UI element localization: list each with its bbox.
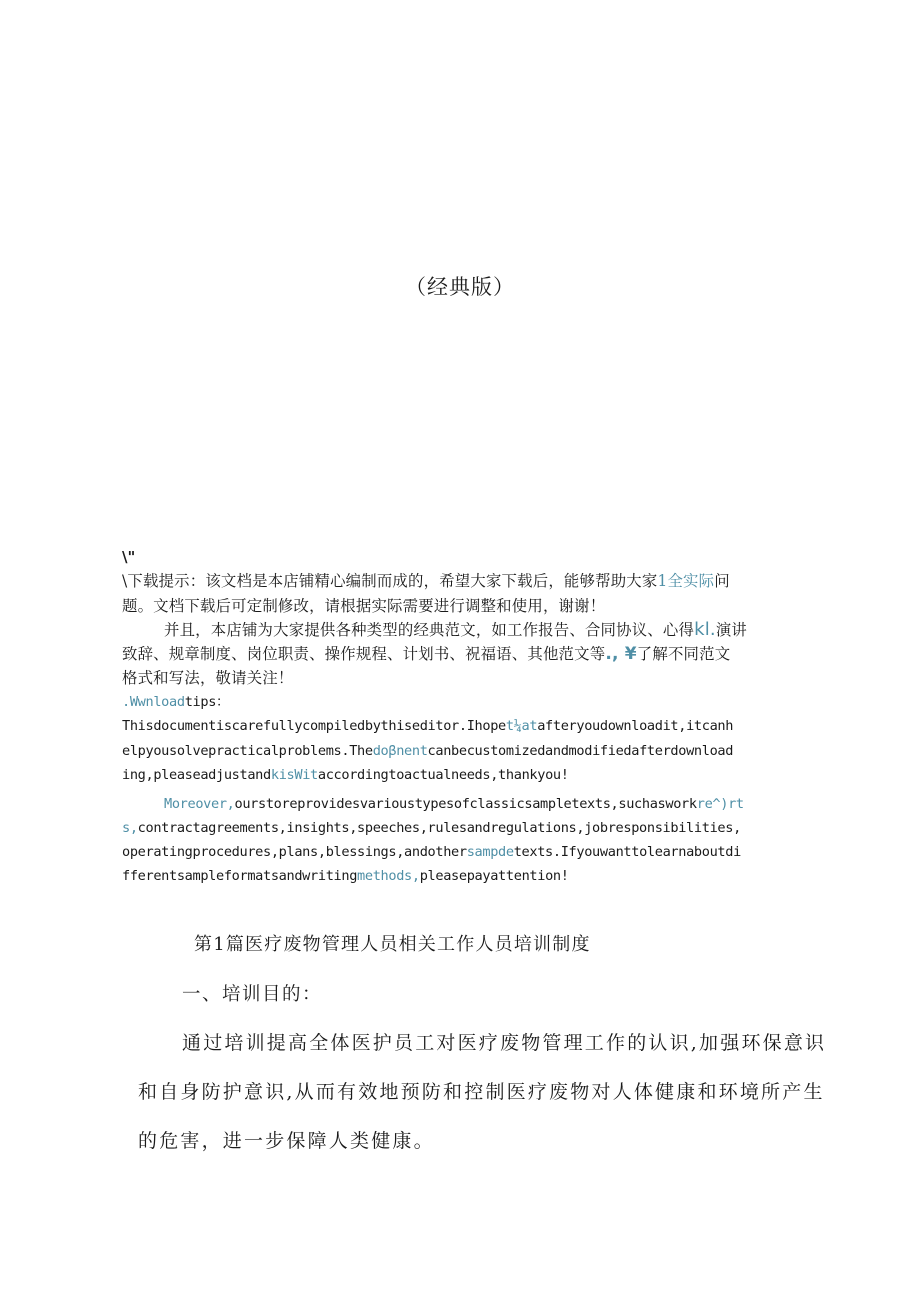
en-more-line-3: operatingprocedures,plans,blessings,andothersampdetexts.Ifyouwanttolearnaboutdi (122, 844, 741, 860)
en-more-line-1: Moreover,ourstoreprovidesvarioustypesofclassicsampletexts,suchasworkre^)rt (164, 796, 744, 812)
en-more-line-2: s,contractagreements,insights,speeches,rulesandregulations,jobresponsibilities, (122, 820, 741, 836)
en-more-line-4: fferentsampleformatsandwritingmethods,pleasepayattention! (122, 868, 569, 884)
paragraph-line-1: 通过培训提高全体医护员工对医疗废物管理工作的认识,加强环保意识 (182, 1032, 827, 1054)
paragraph-line-3: 的危害，进一步保障人类健康。 (138, 1130, 435, 1152)
en-tips-line-2: elpyousolvepracticalproblems.Thedoβnentcanbecustomizedandmodifiedafterdownload (122, 743, 734, 759)
cn-tips-line-2: 题。文档下载后可定制修改，请根据实际需要进行调整和使用，谢谢！ (122, 597, 606, 615)
cn-more-line-1: 并且，本店铺为大家提供各种类型的经典范文，如工作报告、合同协议、心得kl.演讲 (164, 619, 748, 640)
article-title: 第1篇医疗废物管理人员相关工作人员培训制度 (194, 934, 591, 955)
stray-mark: \" (122, 548, 136, 566)
paragraph-line-2: 和自身防护意识,从而有效地预防和控制医疗废物对人体健康和环境所产生 (138, 1081, 825, 1103)
en-tips-line-3: ing,pleaseadjustandkisWitaccordingtoactualneeds,thankyou! (122, 767, 569, 783)
document-subtitle: （经典版） (405, 275, 515, 299)
en-tips-heading: .Wwnloadtips： (122, 694, 230, 710)
cn-tips-line-1: \下载提示：该文档是本店铺精心编制而成的，希望大家下载后，能够帮助大家1全实际问 (122, 572, 730, 590)
cn-more-line-2: 致辞、规章制度、岗位职责、操作规程、计划书、祝福语、其他范文等., ¥了解不同范文 (122, 644, 731, 664)
cn-more-line-3: 格式和写法，敬请关注！ (122, 669, 294, 687)
section-heading: 一、培训目的： (182, 984, 323, 1005)
en-tips-line-1: Thisdocumentiscarefullycompiledbythiseditor.Ihopet¼atafteryoudownloadit,itcanh (122, 718, 734, 734)
